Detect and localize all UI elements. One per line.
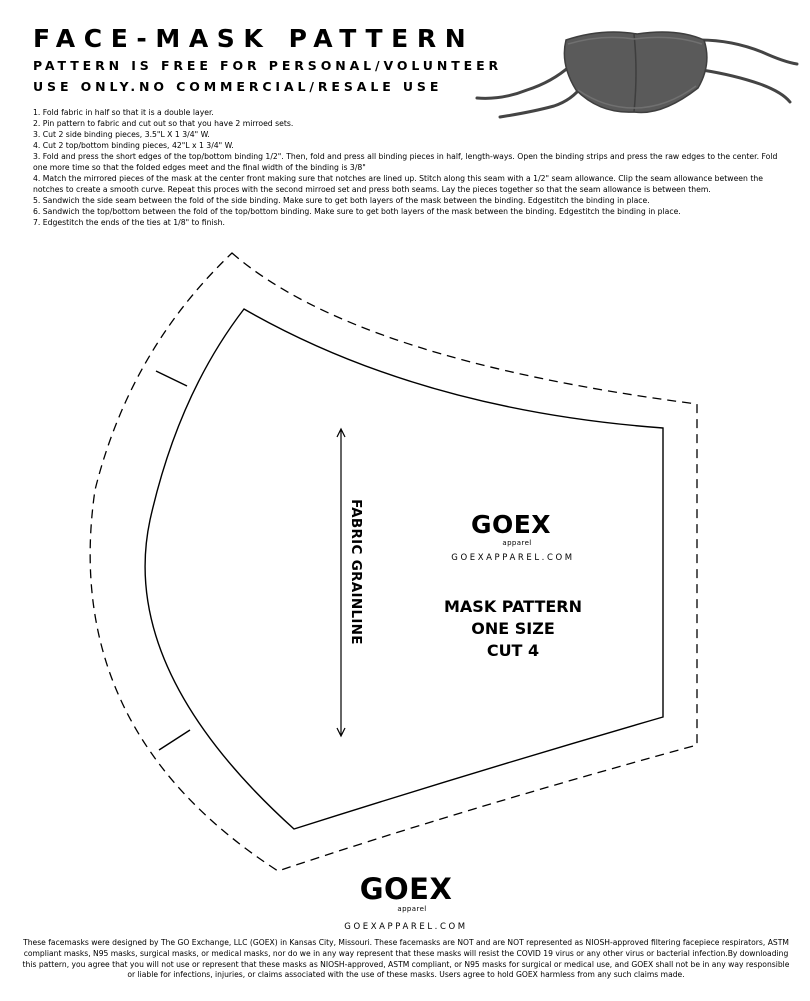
- instruction-step: 5. Sandwich the side seam between the fold of the side binding. Make sure to get both layers of the mask between the binding. Edgestitch the binding in place.: [33, 196, 650, 205]
- instruction-step: 6. Sandwich the top/bottom between the fold of the top/bottom binding. Make sure to get both layers of the mask between the binding. Edgestitch the binding in place.: [33, 207, 681, 216]
- seam-allowance-outline: [90, 253, 697, 871]
- footer-logo-subtext: apparel: [397, 905, 427, 913]
- instruction-step: 2. Pin pattern to fabric and cut out so that you have 2 mirroed sets.: [33, 119, 294, 128]
- goex-logo: GOEX: [470, 510, 552, 539]
- instruction-step: 7. Edgestitch the ends of the ties at 1/8" to finish.: [33, 218, 225, 227]
- instruction-step: 4. Cut 2 top/bottom binding pieces, 42"L x 1 3/4" W.: [33, 141, 234, 150]
- pattern-label-size: ONE SIZE: [471, 619, 555, 638]
- instruction-step: 3. Fold and press the short edges of the top/bottom binding 1/2". Then, fold and press all binding pieces in half, length-ways. Open the binding strips and press the raw edges to the center. Fold one more time so that the folded edges meet and the final width of the binding is 3/8": [33, 152, 778, 172]
- instruction-step: 4. Match the mirrored pieces of the mask at the center front making sure that notches are lined up. Stitch along this seam with a 1/2" seam allowance. Clip the seam allowance between the notches to create a smooth curve. Repeat this proces with the second mirroed set and press both seams. Lay the pieces together so that the seam allowance is between them.: [33, 174, 763, 194]
- notch-mark-bottom: [159, 730, 190, 750]
- footer-goex-logo: GOEX: [359, 872, 453, 906]
- goex-url: GOEXAPPAREL.COM: [451, 553, 575, 563]
- page-title: FACE-MASK PATTERN: [33, 24, 475, 53]
- legal-disclaimer: These facemasks were designed by The GO Exchange, LLC (GOEX) in Kansas City, Missouri. These facemasks are NOT and are NOT represented as NIOSH-approved filtering facepiece respirators, ASTM compliant masks, N95 masks, surgical masks, or medical masks, nor do we in any way represent that these masks will resist the COVID 19 virus or any other virus or bacterial infection.By downloading this pattern, you agree that you will not use or represent that these masks as NIOSH-approved, ASTM compliant, or N95 masks for surgical or medical use, and GOEX shall not be in any way responsible or liable for infections, injuries, or claims associated with the use of these masks. Users agree to hold GOEX harmless from any such claims made.: [22, 938, 790, 980]
- instruction-step: 3. Cut 2 side binding pieces, 3.5"L X 1 3/4" W.: [33, 130, 210, 139]
- instruction-step: 1. Fold fabric in half so that it is a double layer.: [33, 108, 214, 117]
- grainline-label: FABRIC GRAINLINE: [348, 499, 364, 645]
- goex-logo-subtext: apparel: [502, 539, 532, 547]
- pattern-label-cut: CUT 4: [486, 641, 540, 660]
- notch-mark-top: [156, 371, 187, 386]
- license-line-1: PATTERN IS FREE FOR PERSONAL/VOLUNTEER: [33, 58, 503, 73]
- pattern-label-title: MASK PATTERN: [443, 597, 583, 616]
- footer-url: GOEXAPPAREL.COM: [344, 922, 468, 932]
- license-line-2: USE ONLY.NO COMMERCIAL/RESALE USE: [33, 79, 443, 94]
